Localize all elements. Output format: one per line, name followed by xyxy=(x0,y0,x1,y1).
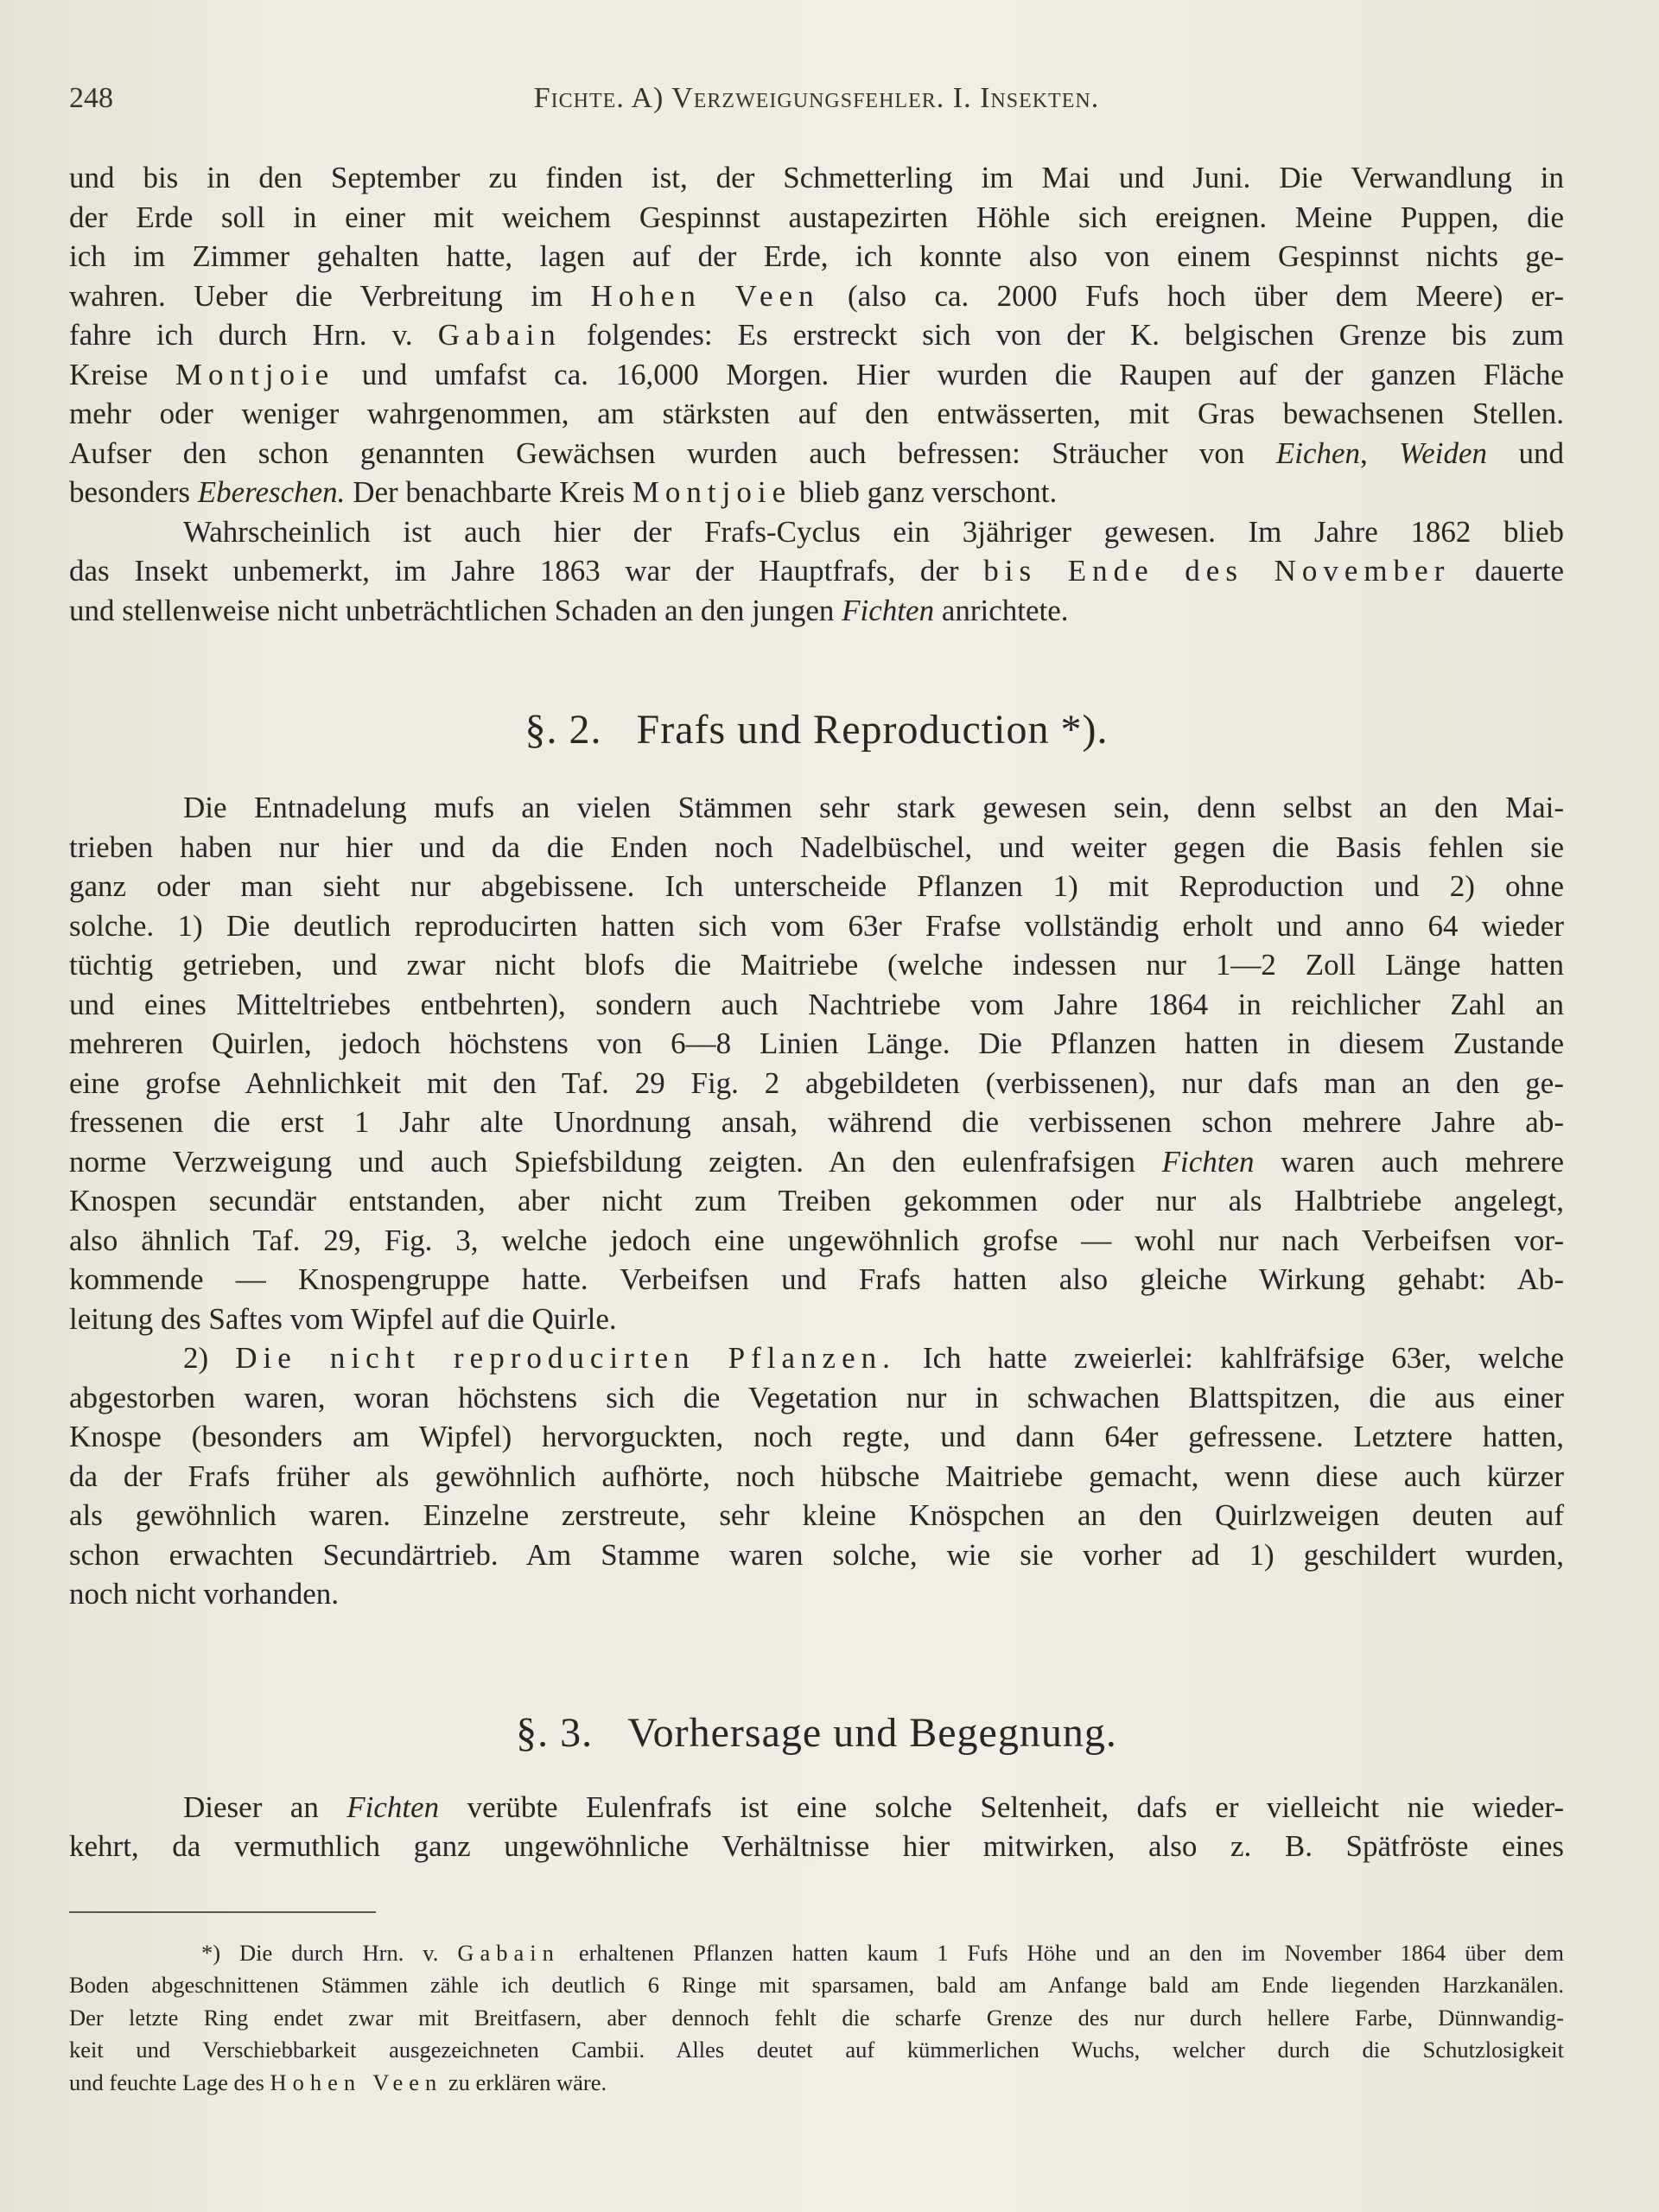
text-line: da der Frafs früher als gewöhnlich aufhörte, noch hübsche Maitriebe gemacht, wenn diese auch kürzer xyxy=(69,1459,1564,1493)
text-line: Kreise Montjoie und umfafst ca. 16,000 Morgen. Hier wurden die Raupen auf der ganzen Fläche xyxy=(69,357,1564,391)
text-line: Knospen secundär entstanden, aber nicht zum Treiben gekommen oder nur als Halbtriebe angelegt, xyxy=(69,1184,1564,1217)
text-line: wahren. Ueber die Verbreitung im Hohen Veen (also ca. 2000 Fufs hoch über dem Meere) er- xyxy=(69,278,1564,313)
text-line: das Insekt unbemerkt, im Jahre 1863 war der Hauptfrafs, der bis Ende des November dauerte xyxy=(69,554,1565,588)
text-line: Die Entnadelung mufs an vielen Stämmen sehr stark gewesen sein, denn selbst an den Mai- xyxy=(183,791,1564,824)
text-line: und bis in den September zu finden ist, der Schmetterling im Mai und Juni. Die Verwandlung in xyxy=(69,161,1564,194)
footnote-line: und feuchte Lage des Hohen Veen zu erklären wäre. xyxy=(69,2069,607,2095)
text-line: solche. 1) Die deutlich reproducirten hatten sich vom 63er Frafse vollständig erholt und anno 64 wieder xyxy=(69,908,1564,943)
text-line: fahre ich durch Hrn. v. Gabain folgendes: Es erstreckt sich von der K. belgischen Grenze bis zum xyxy=(69,318,1564,352)
body-text xyxy=(69,158,1564,2099)
text-line: fressenen die erst 1 Jahr alte Unordnung ansah, während die verbissenen schon mehrere Jahre ab- xyxy=(69,1105,1564,1139)
text-line: kommende — Knospengruppe hatte. Verbeifsen und Frafs hatten also gleiche Wirkung gehabt: Ab- xyxy=(69,1262,1564,1296)
text-line: schon erwachten Secundärtrieb. Am Stamme waren solche, wie sie vorher ad 1) geschildert wurden, xyxy=(69,1537,1564,1572)
paragraph-forecast xyxy=(69,1788,1564,1866)
text-line: Aufser den schon genannten Gewächsen wurden auch befressen: Sträucher von Eichen, Weiden und xyxy=(69,435,1565,470)
text-line: als gewöhnlich waren. Einzelne zerstreute, sehr kleine Knöspchen an den Quirlzweigen deuten auf xyxy=(69,1498,1564,1532)
text-line: noch nicht vorhanden. xyxy=(69,1577,339,1611)
running-title: Fichte. A) Verzweigungsfehler. I. Insekten. xyxy=(533,82,1100,114)
text-line: besonders Ebereschen. Der benachbarte Kreis Montjoie blieb ganz verschont. xyxy=(69,475,1058,509)
text-line: mehreren Quirlen, jedoch höchstens von 6—8 Linien Länge. Die Pflanzen hatten in diesem Zustande xyxy=(69,1027,1564,1060)
paragraph-cycle xyxy=(69,512,1564,631)
footnote-divider xyxy=(69,1911,376,1913)
footnote-line: keit und Verschiebbarkeit ausgezeichneten Cambii. Alles deutet auf kümmerlichen Wuchs, welcher durch die Schutzlosigkeit xyxy=(69,2037,1564,2063)
page-number: 248 xyxy=(69,82,113,114)
text-line: der Erde soll in einer mit weichem Gespinnst austapezirten Höhle sich ereignen. Meine Puppen, die xyxy=(69,200,1564,234)
section-2-heading: §. 2. Frafs und Reproduction *). xyxy=(524,707,1109,753)
text-line: und eines Mitteltriebes entbehrten), sondern auch Nachtriebe vom Jahre 1864 in reichlicher Zahl an xyxy=(69,987,1564,1021)
footnote-line: Boden abgeschnittenen Stämmen zähle ich deutlich 6 Ringe mit sparsamen, bald am Anfange bald am Ende liegenden Harzkanälen. xyxy=(69,1972,1564,1998)
text-line: abgestorben waren, woran höchstens sich die Vegetation nur in schwachen Blattspitzen, die aus einer xyxy=(69,1380,1564,1414)
text-line: norme Verzweigung und auch Spiefsbildung zeigten. An den eulenfrafsigen Fichten waren auch mehrere xyxy=(69,1144,1564,1179)
text-line: und stellenweise nicht unbeträchtlichen Schaden an den jungen Fichten anrichtete. xyxy=(69,593,1069,627)
paragraph-non-reproduced xyxy=(69,1338,1564,1614)
paragraph-reproduction xyxy=(69,788,1564,1338)
text-line: trieben haben nur hier und da die Enden noch Nadelbüschel, und weiter gegen die Basis fehlen sie xyxy=(69,830,1564,864)
text-line: Dieser an Fichten verübte Eulenfrafs ist eine solche Seltenheit, dafs er vielleicht nie wieder- xyxy=(183,1789,1564,1824)
text-line: mehr oder weniger wahrgenommen, am stärksten auf den entwässerten, mit Gras bewachsenen Stellen. xyxy=(69,397,1564,430)
footnote-line: *) Die durch Hrn. v. Gabain erhaltenen Pflanzen hatten kaum 1 Fufs Höhe und an den im November 1864 über dem xyxy=(201,1939,1564,1966)
text-line: tüchtig getrieben, und zwar nicht blofs die Maitriebe (welche indessen nur 1—2 Zoll Länge hatten xyxy=(69,948,1564,982)
text-line: ganz oder man sieht nur abgebissene. Ich unterscheide Pflanzen 1) mit Reproduction und 2) ohne xyxy=(69,869,1564,903)
text-line: Wahrscheinlich ist auch hier der Frafs-Cyclus ein 3jähriger gewesen. Im Jahre 1862 blieb xyxy=(183,514,1564,549)
text-line: kehrt, da vermuthlich ganz ungewöhnliche Verhältnisse hier mitwirken, also z. B. Spätfröste eines xyxy=(69,1829,1564,1863)
text-line: also ähnlich Taf. 29, Fig. 3, welche jedoch eine ungewöhnlich grofse — wohl nur nach Verbeifsen vor- xyxy=(69,1223,1564,1257)
text-line: ich im Zimmer gehalten hatte, lagen auf der Erde, ich konnte also von einem Gespinnst nichts ge- xyxy=(69,239,1564,273)
text-line: eine grofse Aehnlichkeit mit den Taf. 29 Fig. 2 abgebildeten (verbissenen), nur dafs man an den ge- xyxy=(69,1065,1564,1100)
text-line: 2) Die nicht reproducirten Pflanzen. Ich hatte zweierlei: kahlfräfsige 63er, welche xyxy=(183,1341,1564,1375)
footnote xyxy=(69,1937,1564,2100)
paragraph-distribution xyxy=(69,158,1564,512)
text-line: leitung des Saftes vom Wipfel auf die Quirle. xyxy=(69,1301,617,1336)
text-line: Knospe (besonders am Wipfel) hervorguckten, noch regte, und dann 64er gefressene. Letztere hatten, xyxy=(69,1420,1564,1453)
footnote-line: Der letzte Ring endet zwar mit Breitfasern, aber dennoch fehlt die scharfe Grenze des nur durch hellere Farbe, Dünnwandig- xyxy=(69,2004,1564,2031)
section-3-heading: §. 3. Vorhersage und Begegnung. xyxy=(516,1709,1117,1756)
page-header xyxy=(69,82,1564,134)
